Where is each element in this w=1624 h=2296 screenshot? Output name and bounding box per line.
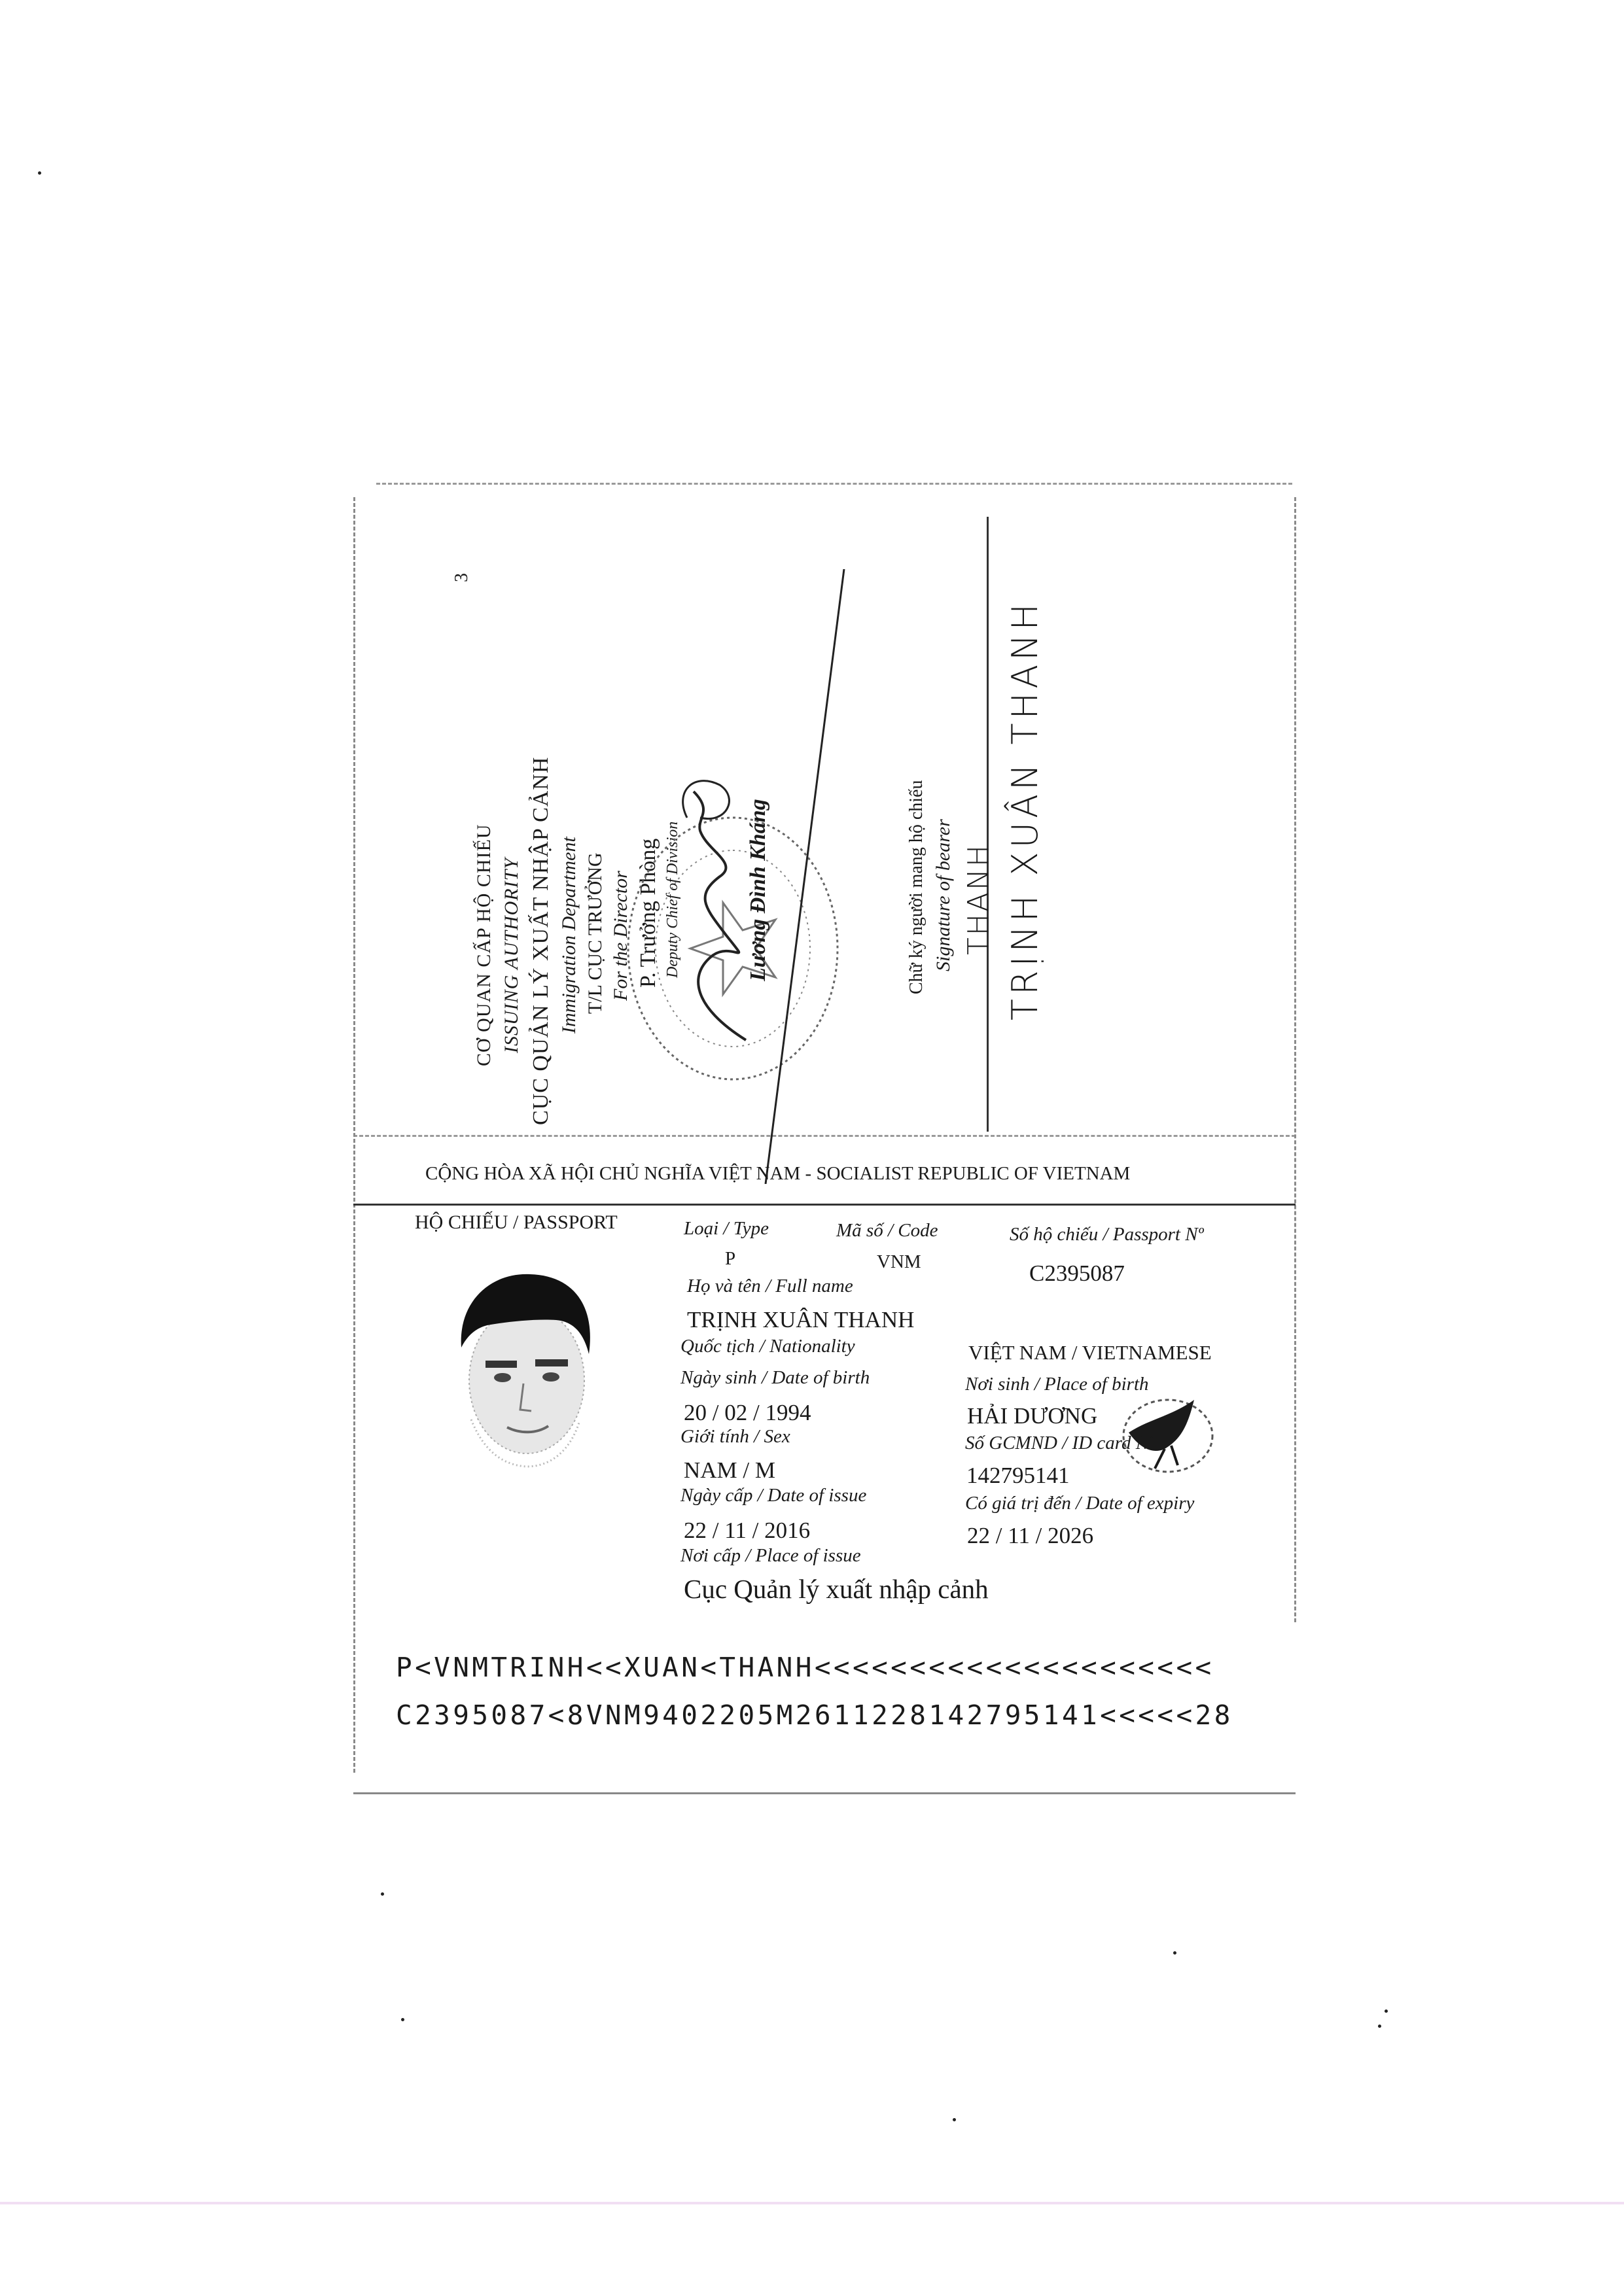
deputy-en: Deputy Chief of Division bbox=[664, 821, 681, 978]
scan-margin-strip bbox=[0, 2202, 1624, 2204]
scan-speck bbox=[1173, 1951, 1176, 1955]
dob-label: Ngày sinh / Date of birth bbox=[680, 1367, 870, 1388]
nationality-label: Quốc tịch / Nationality bbox=[680, 1336, 855, 1357]
bearer-signature-line1: THANH bbox=[962, 843, 995, 955]
place-of-issue-label: Nơi cấp / Place of issue bbox=[680, 1545, 861, 1566]
issue-date-value: 22 / 11 / 2016 bbox=[684, 1518, 811, 1543]
scan-speck bbox=[401, 2018, 404, 2021]
id-card-label: Số GCMND / ID card N° bbox=[965, 1433, 1156, 1453]
code-label: Mã số / Code bbox=[836, 1220, 938, 1241]
code-value: VNM bbox=[877, 1251, 921, 1272]
full-name-value: TRỊNH XUÂN THANH bbox=[687, 1307, 915, 1332]
scan-speck bbox=[1378, 2025, 1381, 2028]
deputy-vi: P. Trưởng Phòng bbox=[636, 838, 660, 988]
scan-speck bbox=[381, 1892, 384, 1896]
expiry-value: 22 / 11 / 2026 bbox=[967, 1523, 1094, 1548]
expiry-label: Có giá trị đến / Date of expiry bbox=[965, 1493, 1195, 1514]
page-number: 3 bbox=[451, 573, 472, 582]
sex-value: NAM / M bbox=[684, 1457, 776, 1483]
issuing-authority-page bbox=[445, 563, 1315, 1197]
document-title: HỘ CHIẾU / PASSPORT bbox=[415, 1211, 618, 1233]
lower-page-bottom-edge bbox=[353, 1792, 1296, 1794]
bearer-signature-en: Signature of bearer bbox=[932, 819, 954, 971]
bearer-signature-line2: TRỊNH XUÂN THANH bbox=[1004, 599, 1046, 1020]
scan-speck bbox=[1385, 2009, 1388, 2013]
signature-strike-line bbox=[694, 569, 851, 1184]
for-director-vi: T/L CỤC TRƯỞNG bbox=[584, 852, 606, 1014]
holder-photo bbox=[425, 1256, 622, 1485]
department-vi: CỤC QUẢN LÝ XUẤT NHẬP CẢNH bbox=[529, 756, 553, 1125]
type-label: Loại / Type bbox=[684, 1218, 769, 1239]
sex-label: Giới tính / Sex bbox=[680, 1426, 790, 1447]
id-card-value: 142795141 bbox=[966, 1463, 1070, 1488]
mrz-line-2: C2395087<8VNM9402205M2611228142795141<<<<<28 bbox=[396, 1699, 1233, 1731]
full-name-label: Họ và tên / Full name bbox=[687, 1276, 853, 1296]
nationality-value: VIỆT NAM / VIETNAMESE bbox=[968, 1341, 1212, 1364]
upper-page-top-edge bbox=[376, 483, 1292, 485]
pob-value: HẢI DƯƠNG bbox=[967, 1403, 1098, 1429]
bearer-signature-vi: Chữ ký người mang hộ chiếu bbox=[906, 780, 927, 994]
dob-value: 20 / 02 / 1994 bbox=[684, 1400, 811, 1425]
place-of-issue-value: Cục Quản lý xuất nhập cảnh bbox=[684, 1574, 989, 1604]
pob-label: Nơi sinh / Place of birth bbox=[965, 1374, 1149, 1395]
officer-name: Lương Đình Kháng bbox=[746, 799, 770, 981]
scan-speck bbox=[38, 171, 41, 175]
type-value: P bbox=[725, 1248, 736, 1269]
department-en: Immigration Department bbox=[558, 837, 580, 1034]
authority-en: ISSUING AUTHORITY bbox=[501, 858, 522, 1053]
scan-speck bbox=[953, 2118, 956, 2121]
issue-date-label: Ngày cấp / Date of issue bbox=[680, 1485, 867, 1506]
header-rule bbox=[353, 1204, 1296, 1206]
authority-vi: CƠ QUAN CẤP HỘ CHIẾU bbox=[473, 824, 495, 1066]
passport-no-value: C2395087 bbox=[1029, 1261, 1125, 1286]
mrz-line-1: P<VNMTRINH<<XUAN<THANH<<<<<<<<<<<<<<<<<<<<< bbox=[396, 1652, 1214, 1683]
passport-no-label: Số hộ chiếu / Passport Nº bbox=[1010, 1224, 1204, 1245]
for-director-en: For the Director bbox=[610, 871, 631, 1001]
republic-header: CỘNG HÒA XÃ HỘI CHỦ NGHĨA VIỆT NAM - SOCIALIST REPUBLIC OF VIETNAM bbox=[425, 1163, 1131, 1184]
left-page-edge bbox=[353, 497, 355, 1773]
